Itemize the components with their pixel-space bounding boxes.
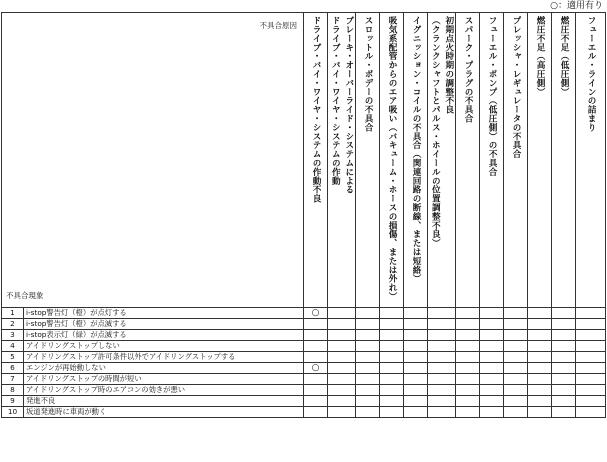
cause-column-label: （クランクシャフトとパルス・ホイールの位置調整不良） [430, 16, 441, 248]
table-row [2, 396, 606, 407]
cause-column-label: フューエル・ラインの詰まり [586, 16, 596, 132]
applicability-cell [480, 308, 504, 319]
applicability-cell [552, 374, 576, 385]
table-row [2, 407, 606, 418]
applicability-cell [552, 308, 576, 319]
table-row [2, 308, 606, 319]
applicability-cell [328, 385, 356, 396]
cause-column-label: 吸気系配管からのエア吸い（バキューム・ホースの損傷、または外れ） [387, 16, 397, 301]
applicability-cell [404, 374, 428, 385]
applicability-cell [328, 341, 356, 352]
applicability-cell [528, 385, 552, 396]
applicability-cell [404, 308, 428, 319]
applicability-cell [356, 363, 380, 374]
header-row [2, 13, 606, 308]
applicability-cell [552, 352, 576, 363]
table-row [2, 319, 606, 330]
cause-column-header [480, 13, 504, 308]
row-number: 6 [2, 363, 24, 374]
applicability-cell [328, 374, 356, 385]
symptom-label: i-stop警告灯（橙）が点灯する [24, 308, 304, 319]
applicability-cell [480, 363, 504, 374]
cause-column-label: ブレーキ・オーバーライド・システムによる [343, 16, 354, 194]
cause-column-label: イグニッション・コイルの不具合（関連回路の断線、または短絡） [411, 16, 421, 283]
legend: ○：適用有り [550, 1, 603, 11]
symptom-label: 発進不良 [24, 396, 304, 407]
applicability-cell [480, 396, 504, 407]
applicability-cell [528, 407, 552, 418]
row-number: 3 [2, 330, 24, 341]
applicability-cell [456, 352, 480, 363]
applicability-cell [428, 407, 456, 418]
applicability-cell [504, 330, 528, 341]
applicability-cell [428, 385, 456, 396]
applicability-cell [456, 319, 480, 330]
symptom-label: アイドリングストップ時のエアコンの効きが悪い [24, 385, 304, 396]
applicability-cell [528, 396, 552, 407]
applicability-cell [380, 319, 404, 330]
symptom-label: アイドリングストップの時間が短い [24, 374, 304, 385]
cause-column-header [504, 13, 528, 308]
applicability-cell [576, 308, 606, 319]
cause-column-label: ドライブ・バイ・ワイヤ・システムの作動不良 [311, 16, 321, 203]
applicability-cell [552, 363, 576, 374]
applicability-cell [304, 319, 328, 330]
applicability-cell [380, 363, 404, 374]
applicability-cell [404, 330, 428, 341]
applicability-cell [480, 407, 504, 418]
applicability-cell [552, 319, 576, 330]
applicability-cell [328, 352, 356, 363]
applicability-cell [380, 352, 404, 363]
applicability-cell [404, 341, 428, 352]
table-row [2, 363, 606, 374]
symptom-label: エンジンが再始動しない [24, 363, 304, 374]
cause-column-header [528, 13, 552, 308]
applicability-cell [380, 308, 404, 319]
applicability-cell [328, 396, 356, 407]
applicability-cell [404, 407, 428, 418]
applicability-cell [576, 341, 606, 352]
applicability-cell [552, 341, 576, 352]
row-number: 2 [2, 319, 24, 330]
applicability-cell: ○ [304, 308, 328, 319]
applicability-cell [328, 363, 356, 374]
applicability-cell [456, 407, 480, 418]
symptom-label: アイドリングストップ許可条件以外でアイドリングストップする [24, 352, 304, 363]
cause-column-header [356, 13, 380, 308]
applicability-cell [304, 352, 328, 363]
table-row [2, 352, 606, 363]
applicability-cell [528, 341, 552, 352]
cause-column-header [304, 13, 328, 308]
applicability-cell [456, 330, 480, 341]
fault-matrix-table [1, 12, 606, 418]
applicability-cell [504, 363, 528, 374]
cause-column-label: プレッシャ・レギュレータの不具合 [511, 16, 521, 159]
row-number: 10 [2, 407, 24, 418]
applicability-cell [356, 319, 380, 330]
applicability-cell [304, 396, 328, 407]
applicability-cell [504, 341, 528, 352]
header-corner-cell [2, 13, 304, 308]
applicability-cell [456, 308, 480, 319]
applicability-cell [528, 352, 552, 363]
applicability-cell [356, 352, 380, 363]
cause-column-header [328, 13, 356, 308]
applicability-cell [528, 374, 552, 385]
applicability-cell [576, 330, 606, 341]
applicability-cell [304, 385, 328, 396]
cause-column-label: フューエル・ポンプ（低圧側）の不具合 [487, 16, 497, 177]
applicability-cell [380, 396, 404, 407]
applicability-cell [356, 341, 380, 352]
cause-column-header [428, 13, 456, 308]
applicability-cell [404, 385, 428, 396]
applicability-cell [504, 396, 528, 407]
applicability-cell [404, 396, 428, 407]
applicability-cell [428, 374, 456, 385]
applicability-cell [428, 363, 456, 374]
phenomenon-header-label: 不具合現象 [6, 291, 44, 300]
applicability-cell [576, 396, 606, 407]
cause-column-header [552, 13, 576, 308]
symptom-label: i-stop警告灯（橙）が点滅する [24, 319, 304, 330]
applicability-cell [480, 385, 504, 396]
applicability-cell [428, 352, 456, 363]
applicability-cell [456, 374, 480, 385]
table-row [2, 385, 606, 396]
row-number: 9 [2, 396, 24, 407]
applicability-cell [356, 385, 380, 396]
applicability-cell [428, 308, 456, 319]
cause-column-label: 初期点火時期の調整不良 [443, 16, 454, 114]
applicability-cell [480, 319, 504, 330]
applicability-cell [404, 352, 428, 363]
applicability-cell [552, 330, 576, 341]
applicability-cell [328, 407, 356, 418]
applicability-cell [380, 330, 404, 341]
applicability-cell [576, 352, 606, 363]
row-number: 8 [2, 385, 24, 396]
row-number: 1 [2, 308, 24, 319]
row-number: 5 [2, 352, 24, 363]
applicability-cell [380, 407, 404, 418]
applicability-cell [552, 396, 576, 407]
applicability-cell [328, 319, 356, 330]
cause-column-header [456, 13, 480, 308]
cause-column-label: ドライブ・バイ・ワイヤ・システムの作動 [330, 16, 341, 186]
table-row [2, 330, 606, 341]
applicability-cell [504, 385, 528, 396]
cause-column-label: スロットル・ボデーの不具合 [363, 16, 373, 132]
applicability-cell [356, 308, 380, 319]
applicability-cell [456, 396, 480, 407]
applicability-cell [480, 341, 504, 352]
applicability-cell [480, 374, 504, 385]
applicability-cell [528, 308, 552, 319]
applicability-cell [356, 407, 380, 418]
applicability-cell: ○ [304, 363, 328, 374]
applicability-cell [552, 385, 576, 396]
applicability-cell [356, 396, 380, 407]
applicability-cell [304, 341, 328, 352]
applicability-cell [504, 308, 528, 319]
table-row [2, 341, 606, 352]
applicability-cell [456, 341, 480, 352]
applicability-cell [456, 363, 480, 374]
applicability-cell [428, 341, 456, 352]
row-number: 7 [2, 374, 24, 385]
applicability-cell [528, 363, 552, 374]
applicability-cell [528, 319, 552, 330]
applicability-cell [380, 385, 404, 396]
applicability-cell [380, 341, 404, 352]
applicability-cell [576, 407, 606, 418]
applicability-cell [404, 363, 428, 374]
applicability-cell [428, 319, 456, 330]
cause-column-header [404, 13, 428, 308]
applicability-cell [356, 330, 380, 341]
applicability-cell [356, 374, 380, 385]
applicability-cell [576, 385, 606, 396]
applicability-cell [504, 407, 528, 418]
symptom-label: アイドリングストップしない [24, 341, 304, 352]
cause-column-label: 燃圧不足（低圧側） [559, 16, 569, 97]
applicability-cell [428, 396, 456, 407]
applicability-cell [504, 319, 528, 330]
applicability-cell [528, 330, 552, 341]
cause-column-label: スパーク・プラグの不具合 [463, 16, 473, 123]
applicability-cell [328, 330, 356, 341]
cause-column-label: 燃圧不足（高圧側） [535, 16, 545, 97]
table-row [2, 374, 606, 385]
applicability-cell [404, 319, 428, 330]
applicability-cell [504, 374, 528, 385]
applicability-cell [328, 308, 356, 319]
cause-column-header [380, 13, 404, 308]
applicability-cell [576, 374, 606, 385]
applicability-cell [456, 385, 480, 396]
applicability-cell [576, 319, 606, 330]
applicability-cell [380, 374, 404, 385]
applicability-cell [576, 363, 606, 374]
applicability-cell [428, 330, 456, 341]
row-number: 4 [2, 341, 24, 352]
applicability-cell [480, 352, 504, 363]
applicability-cell [552, 407, 576, 418]
cause-header-label: 不具合原因 [259, 21, 297, 30]
cause-column-header [576, 13, 606, 308]
applicability-cell [304, 407, 328, 418]
applicability-cell [480, 330, 504, 341]
applicability-cell [304, 330, 328, 341]
applicability-cell [304, 374, 328, 385]
symptom-label: i-stop表示灯（緑）が点滅する [24, 330, 304, 341]
symptom-label: 坂道発進時に車両が動く [24, 407, 304, 418]
applicability-cell [504, 352, 528, 363]
